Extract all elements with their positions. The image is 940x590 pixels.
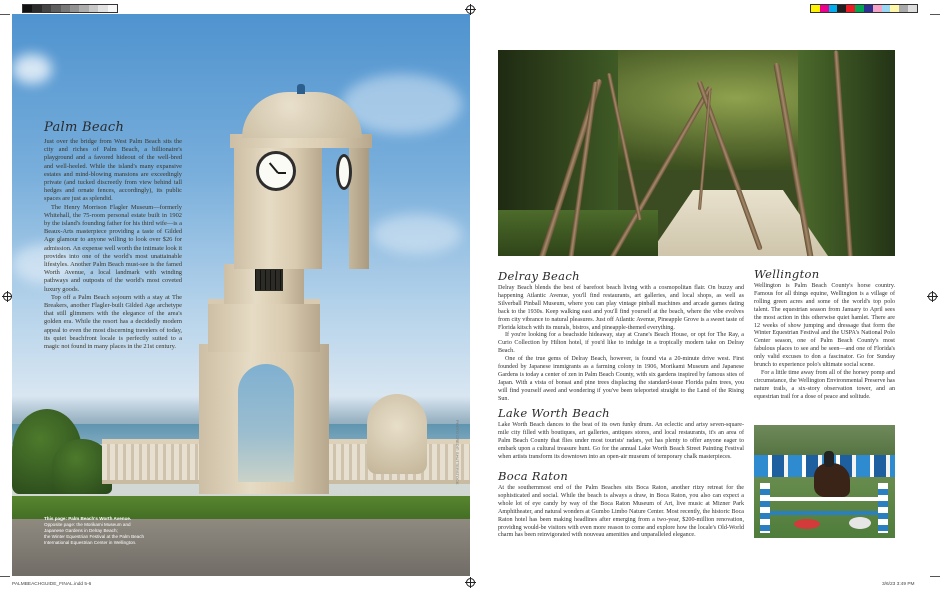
photo-caption: [44, 516, 214, 546]
file-slug: PALMBEACHGUIDE_FINAL.indd 5-6: [12, 582, 92, 587]
palm-beach-paragraph: Just over the bridge from West Palm Beach sits the city and riches of Palm Beach, a billionaire's playground and a favored hideout of the well-bred and well-heeled. While the island's many expansive estates and mind-blowing mansions are exceedingly private (and tucked discreetly from view behind tall hedges and ornate fences, accordingly), its public spaces are just as splendid.: [44, 138, 182, 203]
palm-beach-paragraph: Top off a Palm Beach sojourn with a stay at The Breakers, another Flagler-built Gilded Age archetype that still glimmers with the elegance of the area's golden era. While the resort has a decidedly modern appeal to even the most discerning travelers of today, its quiet beachfront locale is perfectly suited to a magic not found in many places in the 21st century.: [44, 293, 182, 351]
boca-raton-paragraph: At the southernmost end of the Palm Beaches sits Boca Raton, another ritzy retreat for the sophisticated and social. While the beach is always a draw, in Boca Raton, you also can expect a whole lot of eye candy by way of the Boca Raton Museum of Art, live music at Mizner Park Amphitheater, and natural wonders at Gumbo Limbo Nature Center. Most recently, the historic Boca Raton hotel has been making headlines after emerging from a two-year, $200-million renovation, providing would-be visitors with even more reason to come and explore how the locale's Old-World charm has been reinvigorated with nouveau amenities and unparalleled elegance.: [498, 485, 744, 539]
wellington-section: [754, 268, 895, 402]
wellington-heading: Wellington: [754, 267, 820, 281]
registration-mark-left: [3, 292, 12, 301]
wellington-paragraph: For a little time away from all of the horsey pomp and circumstance, the Wellington Environmental Preserve has nature trails, a six-story observation tower, and an equestrian trail for a dose of peace and solitude.: [754, 369, 895, 400]
japanese-garden-photo: [498, 50, 895, 256]
clock-face-icon: [256, 151, 296, 191]
caption-line: Opposite page: the Morikami Museum and: [44, 522, 131, 527]
palm-beach-heading: Palm Beach: [44, 120, 125, 135]
delray-paragraph: If you're looking for a beachside hideaway, stay at Crane's Beach House, or opt for The Ray, a Curio Collection by Hilton hotel, if you'd like to indulge in a tropically modern take on Delray Beach.: [498, 332, 744, 355]
crop-mark: [0, 576, 10, 577]
wellington-paragraph: Wellington is Palm Beach County's horse country. Famous for all things equine, Wellington is a village of rolling green acres and some of the world's top polo talent. The equestrian season from January to April sees the most action in this otherwise quiet hamlet. There are 12 weeks of show jumping and dressage that form the Winter Equestrian Festival and the USPA's National Polo Center season, one of Palm Beach County's most fabulous places to see and be seen—and one of Florida's only valid excuses to don a fascinator. Go for Sunday brunch to experience polo's ultimate social scene.: [754, 283, 895, 369]
delray-paragraph: Delray Beach blends the best of barefoot beach living with a cosmopolitan flair. On buzzy and happening Atlantic Avenue, you'll find restaurants, art galleries, and local shops, as well as Silverball Pinball Museum, where you can play vintage pinball machines and arcade games dating back to the 1930s. Keep walking east and you'll find yourself at the beach, where the vibe evolves from city vibrance to natural pleasures. Just off Atlantic Avenue, Pineapple Grove is a sweet taste of Florida kitsch with its murals, bistros, and pineapple-themed everything.: [498, 285, 744, 331]
cmyk-color-bar: [810, 4, 918, 13]
palm-beach-body: [44, 138, 182, 351]
caption-line: International Equestrian Center in Wellington.: [44, 540, 137, 545]
photo-credit: PHOTO CREDIT: SHUTTERSTOCK: [455, 420, 460, 485]
crop-mark: [930, 14, 940, 15]
caption-line: the Winter Equestrian Festival at the Palm Beach: [44, 534, 145, 539]
caption-line: Japanese Gardens in Delray Beach;: [44, 528, 118, 533]
lake-worth-heading: Lake Worth Beach: [498, 406, 610, 420]
grayscale-color-bar: [22, 4, 118, 13]
palm-beach-paragraph: The Henry Morrison Flagler Museum—formerly Whitehall, the 75-room personal estate built in 1902 by the island's founding father for his third wife—is a Beaux-Arts masterpiece providing a taste of Gilded Age glamour to anyone willing to look over $26 for admission. An expense well worth the intimate look it provides into one of the world's most unattainable lifestyles. Another Palm Beach must-see is the famed Worth Avenue, a local landmark with winding pathways and outposts of the world's most coveted luxury goods.: [44, 203, 182, 293]
clock-face-side-icon: [336, 154, 352, 190]
print-timestamp: 3/6/23 3:49 PM: [882, 582, 915, 587]
registration-mark-top: [466, 5, 475, 14]
crop-mark: [930, 576, 940, 577]
crop-mark: [0, 14, 10, 15]
registration-mark-right: [928, 292, 937, 301]
registration-mark-bottom: [466, 578, 475, 587]
delray-beach-section: [498, 270, 744, 404]
caption-line: This page: Palm Beach's Worth Avenue.: [44, 516, 132, 521]
delray-beach-heading: Delray Beach: [498, 269, 580, 283]
lake-worth-paragraph: Lake Worth Beach dances to the beat of its own funky drum. An eclectic and artsy seven-square-mile city filled with boutiques, art galleries, antiques stores, and local restaurants, it's an area of Palm Beach County that flies under most tourists' radars, yet has plenty to offer anyone eager to embark upon a cultural treasure hunt. Go for the annual Lake Worth Beach Street Painting Festival when artists transform its downtown into an open-air museum of temporary chalk masterpieces.: [498, 422, 744, 460]
boca-raton-heading: Boca Raton: [498, 469, 569, 483]
boca-raton-section: [498, 470, 744, 540]
delray-paragraph: One of the true gems of Delray Beach, however, is found via a 20-minute drive west. First founded by Japanese immigrants as a farming colony in 1906, Morikami Museum and Japanese Gardens is today a center of zen in Palm Beach County, with six gardens inspired by famous sites of Japan. With a vista of bonsai and pine trees displacing the standard-issue Florida palm trees, you will find yourself awed and wondering if you've been teleported straight to the Land of the Rising Sun.: [498, 356, 744, 402]
lake-worth-section: [498, 407, 744, 462]
equestrian-photo: [754, 425, 895, 538]
